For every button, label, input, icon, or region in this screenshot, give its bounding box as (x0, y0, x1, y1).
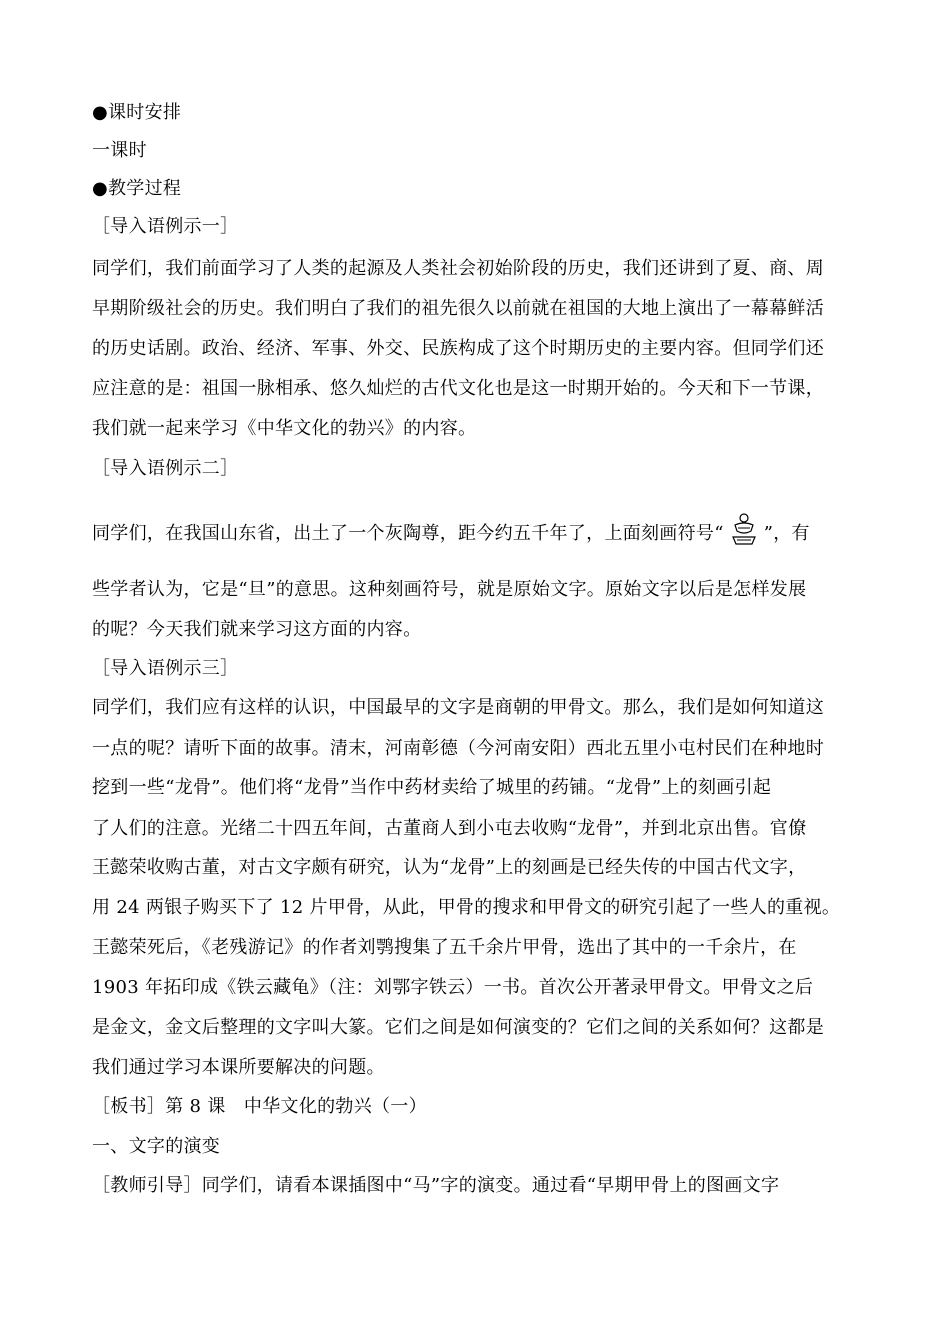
section-heading-process: ●教学过程 (92, 178, 182, 199)
paragraph-line: 了人们的注意。光绪二十四五年间，古董商人到小屯去收购“龙骨”，并到北京出售。官僚 (92, 818, 807, 839)
paragraph-text-before-symbol: 同学们，在我国山东省，出土了一个灰陶尊，距今约五千年了，上面刻画符号“ (92, 523, 724, 544)
schedule-text: 一课时 (92, 140, 147, 161)
subheading-intro-3: ［导入语例示三］ (92, 658, 239, 679)
paragraph-line: 挖到一些“龙骨”。他们将“龙骨”当作中药材卖给了城里的药铺。“龙骨”上的刻画引起 (92, 777, 772, 798)
paragraph-line: 同学们，我们应有这样的认识，中国最早的文字是商朝的甲骨文。那么，我们是如何知道这 (92, 697, 824, 718)
paragraph-line: 我们通过学习本课所要解决的问题。 (92, 1057, 385, 1078)
subheading-intro-1: ［导入语例示一］ (92, 216, 239, 237)
paragraph-line: 一点的呢？请听下面的故事。清末，河南彰德（今河南安阳）西北五里小屯村民们在种地时 (92, 738, 824, 759)
board-heading: ［板书］第 8 课 中华文化的勃兴（一） (92, 1096, 427, 1117)
paragraph-line: 1903 年拓印成《铁云藏龟》（注：刘鄂字铁云）一书。首次公开著录甲骨文。甲骨文之后 (92, 977, 814, 998)
paragraph-text-after-symbol: ”，有 (763, 523, 810, 544)
paragraph-line: 是金文，金文后整理的文字叫大篆。它们之间是如何演变的？它们之间的关系如何？这都是 (92, 1017, 824, 1038)
paragraph-line-with-symbol (92, 513, 810, 547)
paragraph-line: 王懿荣收购古董，对古文字颇有研究，认为“龙骨”上的刻画是已经失传的中国古代文字， (92, 857, 807, 878)
paragraph-line: 我们就一起来学习《中华文化的勃兴》的内容。 (92, 418, 477, 439)
dan-symbol-icon (724, 513, 764, 547)
paragraph-line: 些学者认为，它是“旦”的意思。这种刻画符号，就是原始文字。原始文字以后是怎样发展 (92, 579, 807, 600)
paragraph-line: 的呢？今天我们就来学习这方面的内容。 (92, 619, 422, 640)
paragraph-line: 早期阶级社会的历史。我们明白了我们的祖先很久以前就在祖国的大地上演出了一幕幕鲜活 (92, 298, 824, 319)
section-heading-schedule: ●课时安排 (92, 102, 182, 123)
paragraph-line: 应注意的是：祖国一脉相承、悠久灿烂的古代文化也是这一时期开始的。今天和下一节课， (92, 378, 824, 399)
paragraph-line: 同学们，我们前面学习了人类的起源及人类社会初始阶段的历史，我们还讲到了夏、商、周 (92, 258, 824, 279)
paragraph-line: ［教师引导］同学们，请看本课插图中“马”字的演变。通过看“早期甲骨上的图画文字 (92, 1175, 780, 1196)
subheading-intro-2: ［导入语例示二］ (92, 458, 239, 479)
paragraph-line: 的历史话剧。政治、经济、军事、外交、民族构成了这个时期历史的主要内容。但同学们还 (92, 338, 824, 359)
section-heading-writing: 一、文字的演变 (92, 1136, 221, 1157)
paragraph-line: 用 24 两银子购买下了 12 片甲骨，从此，甲骨的搜求和甲骨文的研究引起了一些人的重视。 (92, 897, 841, 918)
paragraph-line: 王懿荣死后，《老残游记》的作者刘鹗搜集了五千余片甲骨，选出了其中的一千余片，在 (92, 937, 797, 958)
